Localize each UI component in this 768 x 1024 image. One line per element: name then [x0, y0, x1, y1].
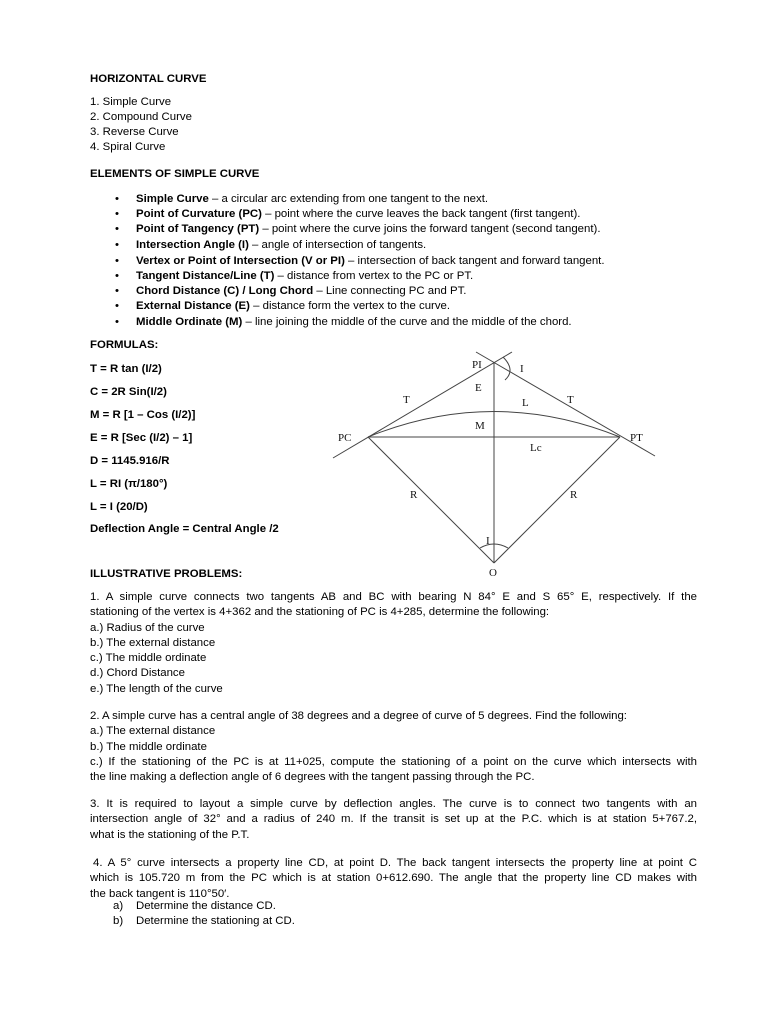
- label-r-right: R: [570, 489, 578, 501]
- back-tangent-line: [333, 352, 512, 458]
- element-desc: – a circular arc extending from one tangent to the next.: [208, 193, 489, 205]
- element-term: Chord Distance (C) / Long Chord: [136, 285, 314, 297]
- formula: D = 1145.916/R: [90, 455, 170, 467]
- problem-text-line: 1. A simple curve connects two tangents AB and BC with bearing N 84° E and S 65° E, respectively. If the: [90, 591, 697, 603]
- problem-text-line: which is 105.720 m from the PC which is at station 0+612.690. The angle that the property line CD makes with: [90, 872, 697, 885]
- formula: M = R [1 – Cos (I/2)]: [90, 409, 196, 421]
- label-lc: Lc: [530, 442, 542, 454]
- problem-subitem: c.) The middle ordinate: [90, 652, 207, 665]
- problem-3: [90, 797, 697, 843]
- element-term: Point of Tangency (PT): [136, 223, 260, 235]
- bullet: •: [115, 285, 119, 297]
- element-desc: – distance form the vertex to the curve.: [249, 300, 451, 312]
- problem-subitem: a.) The external distance: [90, 725, 216, 738]
- label-t-right: T: [567, 394, 574, 406]
- problem-subitem: d.) Chord Distance: [90, 667, 185, 680]
- problem-text-line: intersection angle of 32° and a radius of 240 m. If the transit is set up at the P.C. which is at station 5+767.2,: [90, 813, 697, 826]
- label-t-left: T: [403, 394, 410, 406]
- radius-right-line: [494, 437, 620, 563]
- problem-text-line: stationing of the vertex is 4+362 and the stationing of PC is 4+285, determine the following:: [90, 606, 550, 619]
- label-i-bottom: I: [486, 535, 490, 547]
- problem-1: [90, 590, 697, 697]
- formula: E = R [Sec (I/2) – 1]: [90, 432, 193, 444]
- elements-heading: ELEMENTS OF SIMPLE CURVE: [90, 168, 260, 180]
- bullet: •: [115, 208, 119, 220]
- problems-heading: ILLUSTRATIVE PROBLEMS:: [90, 568, 243, 580]
- problem-text-line: 2. A simple curve has a central angle of 38 degrees and a degree of curve of 5 degrees. Find the following:: [90, 710, 627, 722]
- problem-text-line: c.) If the stationing of the PC is at 11+025, compute the stationing of a point on the curve which intersects with: [90, 755, 697, 768]
- problem-2: [90, 709, 697, 785]
- element-term: Tangent Distance/Line (T): [136, 270, 275, 282]
- formula: C = 2R Sin(I/2): [90, 386, 167, 398]
- problem-subitem: a.) Radius of the curve: [90, 621, 205, 634]
- element-term: Middle Ordinate (M): [136, 316, 243, 328]
- curve-type-item: 1. Simple Curve: [90, 96, 172, 108]
- formula: L = RI (π/180°): [90, 478, 168, 490]
- problem-text-line: the line making a deflection angle of 6 degrees with the tangent passing through the PC.: [90, 771, 535, 784]
- problem-subitem-marker: a): [113, 900, 124, 912]
- problem-subitem: Determine the distance CD.: [136, 900, 276, 912]
- element-term: Point of Curvature (PC): [136, 208, 262, 220]
- element-term: Vertex or Point of Intersection (V or PI): [136, 255, 345, 267]
- curve-type-item: 4. Spiral Curve: [90, 141, 166, 153]
- problem-subitem: b.) The middle ordinate: [90, 740, 207, 753]
- problem-text-line: the back tangent is 110°50′.: [90, 887, 230, 900]
- element-desc: – Line connecting PC and PT.: [313, 285, 467, 297]
- element-desc: – point where the curve leaves the back tangent (first tangent).: [261, 208, 581, 220]
- formula: L = I (20/D): [90, 501, 148, 513]
- curve-type-item: 2. Compound Curve: [90, 111, 192, 123]
- problem-subitem: b.) The external distance: [90, 636, 216, 649]
- formula: T = R tan (I/2): [90, 363, 162, 375]
- bullet: •: [115, 270, 119, 282]
- label-i-top: I: [520, 363, 524, 375]
- problem-text-line: 4. A 5° curve intersects a property line CD, at point D. The back tangent intersects the property line at point C: [93, 857, 697, 869]
- label-o: O: [489, 567, 497, 579]
- element-desc: – intersection of back tangent and forward tangent.: [344, 255, 605, 267]
- problem-subitem: Determine the stationing at CD.: [136, 915, 295, 927]
- formula: Deflection Angle = Central Angle /2: [90, 523, 279, 535]
- element-term: External Distance (E): [136, 300, 250, 312]
- label-l: L: [522, 397, 529, 409]
- bullet: •: [115, 300, 119, 312]
- element-desc: – angle of intersection of tangents.: [248, 239, 427, 251]
- curve-type-item: 3. Reverse Curve: [90, 126, 179, 138]
- formulas-heading: FORMULAS:: [90, 339, 159, 351]
- bullet: •: [115, 255, 119, 267]
- page-heading: HORIZONTAL CURVE: [90, 73, 207, 85]
- label-pt: PT: [630, 432, 643, 444]
- element-term: Intersection Angle (I): [136, 239, 249, 251]
- label-r-left: R: [410, 489, 418, 501]
- element-term: Simple Curve: [136, 193, 209, 205]
- problem-subitem-marker: b): [113, 915, 124, 927]
- problem-text-line: what is the stationing of the P.T.: [90, 828, 250, 841]
- bullet: •: [115, 316, 119, 328]
- element-desc: – line joining the middle of the curve and the middle of the chord.: [242, 316, 572, 328]
- element-desc: – distance from vertex to the PC or PT.: [274, 270, 474, 282]
- forward-tangent-line: [476, 352, 655, 456]
- label-m: M: [475, 420, 485, 432]
- label-pi: PI: [472, 359, 482, 371]
- problem-text-line: 3. It is required to layout a simple curve by deflection angles. The curve is to connect two tangents with an: [90, 798, 697, 810]
- bullet: •: [115, 239, 119, 251]
- bullet: •: [115, 223, 119, 235]
- bullet: •: [115, 193, 119, 205]
- label-e: E: [475, 382, 482, 394]
- problem-subitem: e.) The length of the curve: [90, 682, 223, 695]
- radius-left-line: [368, 437, 494, 563]
- element-desc: – point where the curve joins the forward tangent (second tangent).: [259, 223, 601, 235]
- label-pc: PC: [338, 432, 352, 444]
- problem-4: [90, 856, 697, 902]
